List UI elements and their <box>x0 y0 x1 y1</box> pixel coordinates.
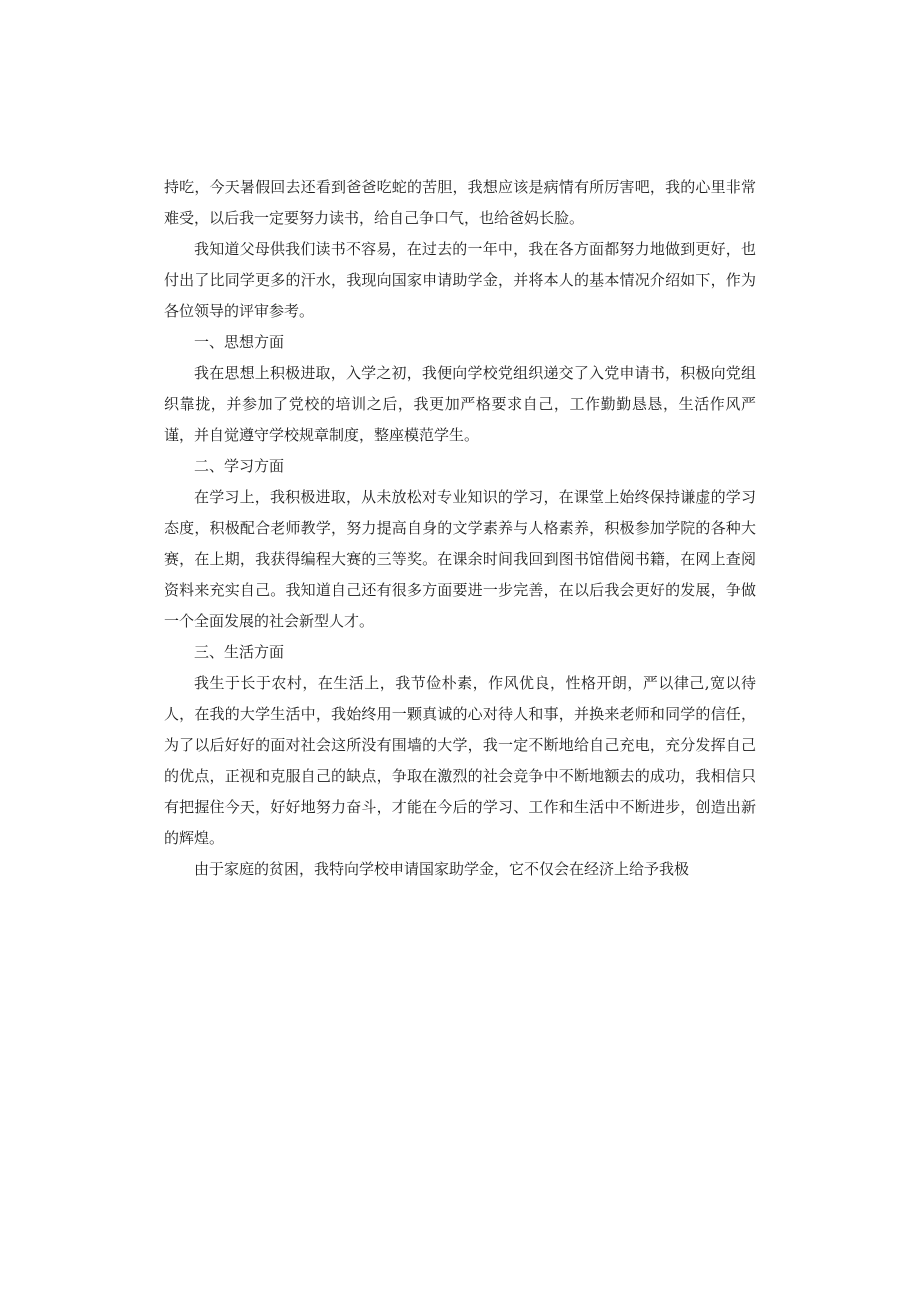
paragraph-truncated: 由于家庭的贫困，我特向学校申请国家助学金，它不仅会在经济上给予我极 <box>194 860 690 878</box>
paragraph: 我在思想上积极进取，入学之初，我便向学校党组织递交了入党申请书，积极向党组织靠拢，并参加了党校的培训之后，我更加严格要求自己，工作勤勤恳恳，生活作风严谨，并自觉遵守学校规章制度，整座模范学生。 <box>164 364 756 444</box>
document-body <box>164 172 756 885</box>
section-heading-study: 二、学习方面 <box>194 457 285 475</box>
paragraph: 在学习上，我积极进取，从未放松对专业知识的学习，在课堂上始终保持谦虚的学习态度，积极配合老师教学，努力提高自身的文学素养与人格素养，积极参加学院的各种大赛，在上期，我获得编程大赛的三等奖。在课余时间我回到图书馆借阅书籍，在网上查阅资料来充实自己。我知道自己还有很多方面要进一步完善，在以后我会更好的发展，争做一个全面发展的社会新型人才。 <box>164 488 756 630</box>
paragraph: 我知道父母供我们读书不容易，在过去的一年中，我在各方面都努力地做到更好，也付出了比同学更多的汗水，我现向国家申请助学金，并将本人的基本情况介绍如下，作为各位领导的评审参考。 <box>164 240 756 320</box>
paragraph-continued: 持吃，今天暑假回去还看到爸爸吃蛇的苦胆，我想应该是病情有所厉害吧，我的心里非常难受，以后我一定要努力读书，给自己争口气，也给爸妈长脸。 <box>164 178 756 227</box>
paragraph: 我生于长于农村，在生活上，我节俭朴素，作风优良，性格开朗，严以律己,宽以待人，在我的大学生活中，我始终用一颗真诚的心对待人和事，并换来老师和同学的信任，为了以后好好的面对社会这所没有围墙的大学，我一定不断地给自己充电，充分发挥自己的优点，正视和克服自己的缺点，争取在激烈的社会竞争中不断地额去的成功，我相信只有把握住今天，好好地努力奋斗，才能在今后的学习、工作和生活中不断进步，创造出新的辉煌。 <box>164 674 756 847</box>
section-heading-thought: 一、思想方面 <box>194 333 285 351</box>
section-heading-life: 三、生活方面 <box>194 643 285 661</box>
